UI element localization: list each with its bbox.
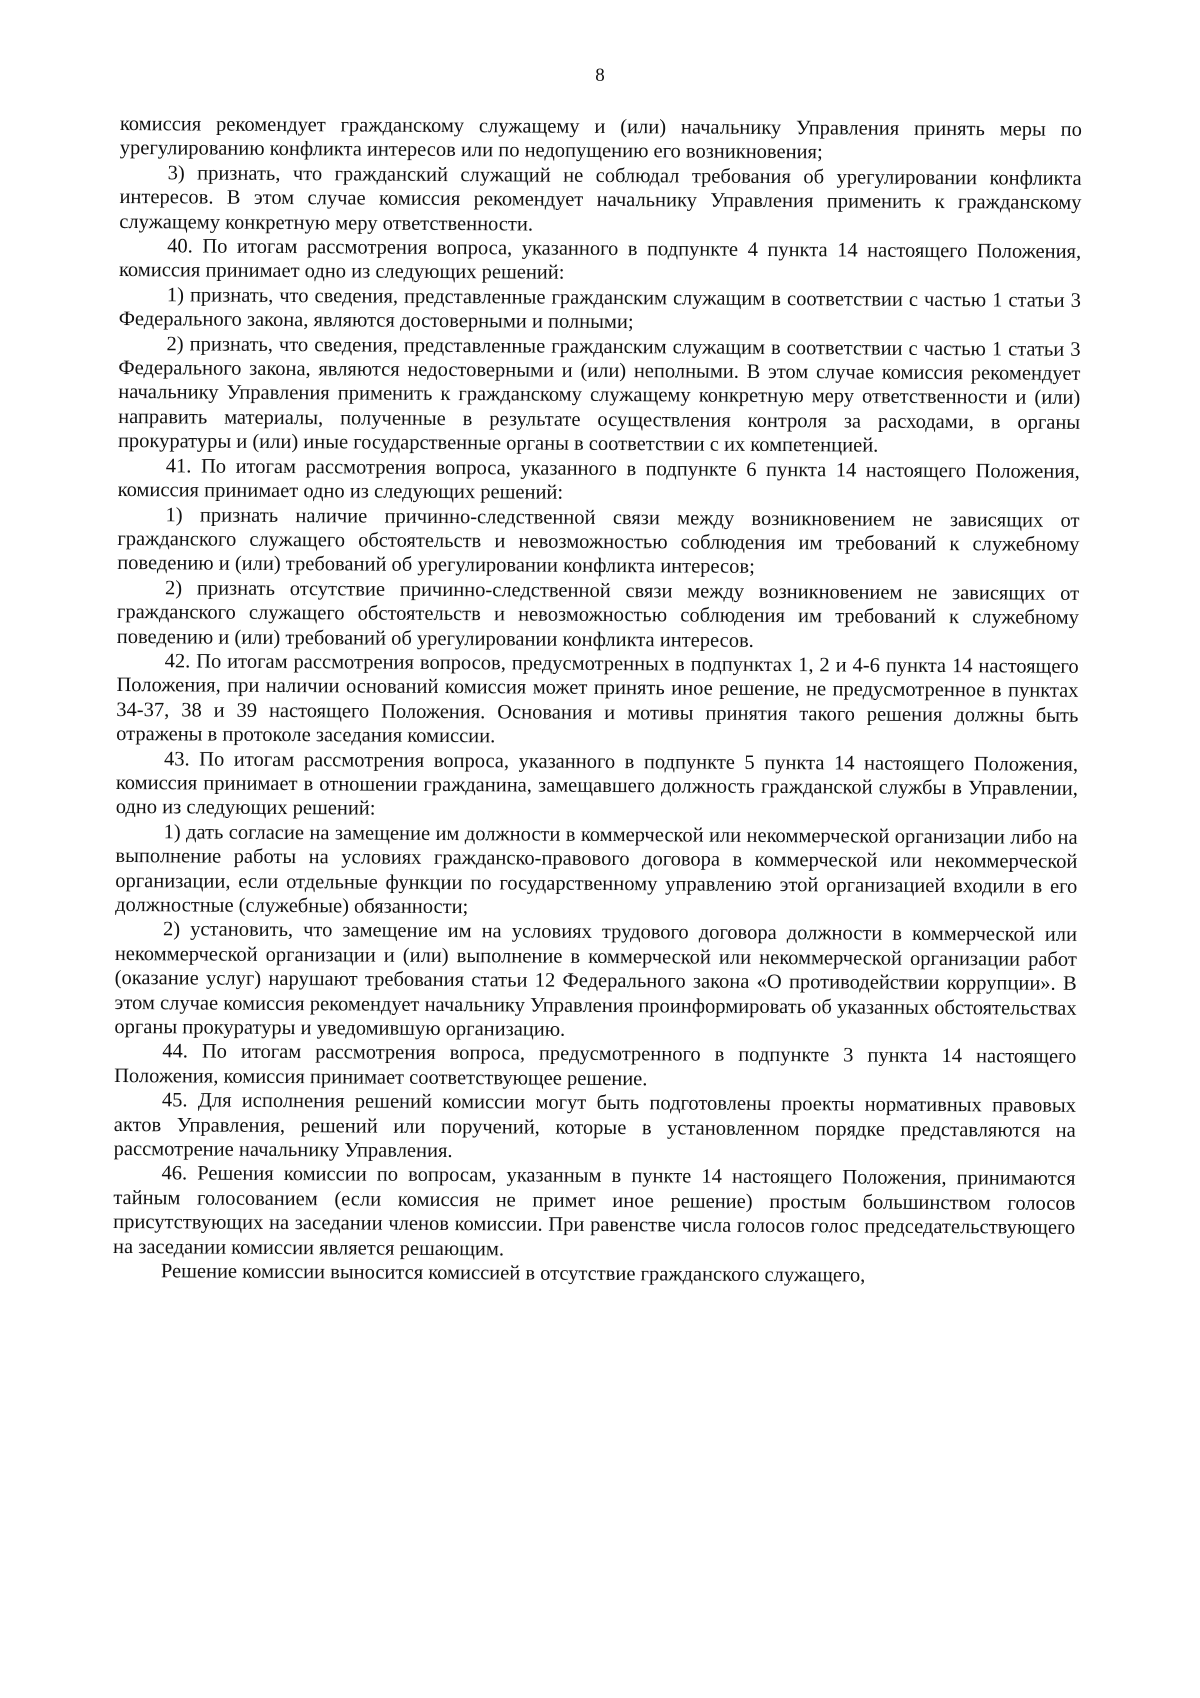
paragraph: 3) признать, что гражданский служащий не соблюдал требования об урегулировании конфликта интересов. В этом случае комиссия рекомендует начальнику Управления применить к гражданскому служащему конкретную меру ответственности. [119, 162, 1082, 236]
paragraph: комиссия рекомендует гражданскому служащему и (или) начальнику Управления принять меры по урегулированию конфликта интересов или по недопущению его возникновения; [119, 112, 1082, 164]
paragraph: 40. По итогам рассмотрения вопроса, указанного в подпункте 4 пункта 14 настоящего Положения, комиссия принимает одно из следующих решений: [118, 235, 1082, 285]
paragraph: 1) дать согласие на замещение им должности в коммерческой или некоммерческой организации либо на выполнение работы на условиях гражданско-правового договора в коммерческой или некоммерческой организации, если отдельные функции по государственному управлению этой организацией входили в его должностные (служебные) обязанности; [115, 821, 1078, 919]
page-number: 8 [595, 65, 605, 86]
paragraph: 2) признать, что сведения, представленные гражданским служащим в соответствии с частью 1 статьи 3 Федерального закона, являются недостоверными и (или) неполными. В этом случае комиссия рекомендует начальнику Управления применить к гражданскому служащему конкретную меру ответственности и (или) направить материалы, полученные в результате осуществления контроля за расходами, в органы прокуратуры и (или) иные государственные органы в соответствии с их компетенцией. [117, 332, 1081, 457]
paragraph: 44. По итогам рассмотрения вопроса, предусмотренного в подпункте 3 пункта 14 настоящего Положения, комиссия принимает соответствующее решение. [114, 1040, 1077, 1091]
paragraph: 1) признать наличие причинно-следственной связи между возникновением не зависящих от гражданского служащего обстоятельств и невозможностью соблюдения им требований к служебному поведению и (или) требований об урегулировании конфликта интересов; [117, 503, 1080, 579]
document-body [113, 112, 1082, 1289]
paragraph: 45. Для исполнения решений комиссии могут быть подготовлены проекты нормативных правовых актов Управления, решений или поручений, которые в установленном порядке представляются на рассмотрение начальнику Управления. [113, 1089, 1077, 1163]
paragraph: 41. По итогам рассмотрения вопроса, указанного в подпункте 6 пункта 14 настоящего Положения, комиссия принимает одно из следующих решений: [117, 454, 1080, 504]
paragraph: 42. По итогам рассмотрения вопросов, предусмотренных в подпунктах 1, 2 и 4-6 пункта 14 настоящего Положения, при наличии оснований комиссия может принять иное решение, не предусмотренное в пунктах 34-37, 38 и 39 настоящего Положения. Основания и мотивы принятия такого решения должны быть отражены в протоколе заседания комиссии. [116, 650, 1079, 748]
paragraph: 43. По итогам рассмотрения вопроса, указанного в подпункте 5 пункта 14 настоящего Положения, комиссия принимает в отношении гражданина, замещавшего должность гражданской службы в Управлении, одно из следующих решений: [115, 747, 1079, 820]
paragraph: 1) признать, что сведения, представленные гражданским служащим в соответствии с частью 1 статьи 3 Федерального закона, являются достоверными и полными; [118, 284, 1081, 334]
paragraph: 2) установить, что замещение им на условиях трудового договора должности в коммерческой или некоммерческой организации и (или) выполнение в коммерческой или некоммерческой организации работ (оказание услуг) нарушают требования статьи 12 Федерального закона «О противодействии коррупции». В этом случае комиссия рекомендует начальнику Управления проинформировать об указанных обстоятельствах органы прокуратуры и уведомившую организацию. [114, 918, 1078, 1041]
paragraph: 46. Решения комиссии по вопросам, указанным в пункте 14 настоящего Положения, принимаются тайным голосованием (если комиссия не примет иное решение) простым большинством голосов присутствующих на заседании членов комиссии. При равенстве числа голосов голос председательствующего на заседании комиссии является решающим. [113, 1162, 1076, 1261]
paragraph: 2) признать отсутствие причинно-следственной связи между возникновением не зависящих от гражданского служащего обстоятельств и невозможностью соблюдения им требований к служебному поведению и (или) требований об урегулировании конфликта интересов. [116, 577, 1080, 652]
paragraph: Решение комиссии выносится комиссией в отсутствие гражданского служащего, [160, 1260, 866, 1287]
